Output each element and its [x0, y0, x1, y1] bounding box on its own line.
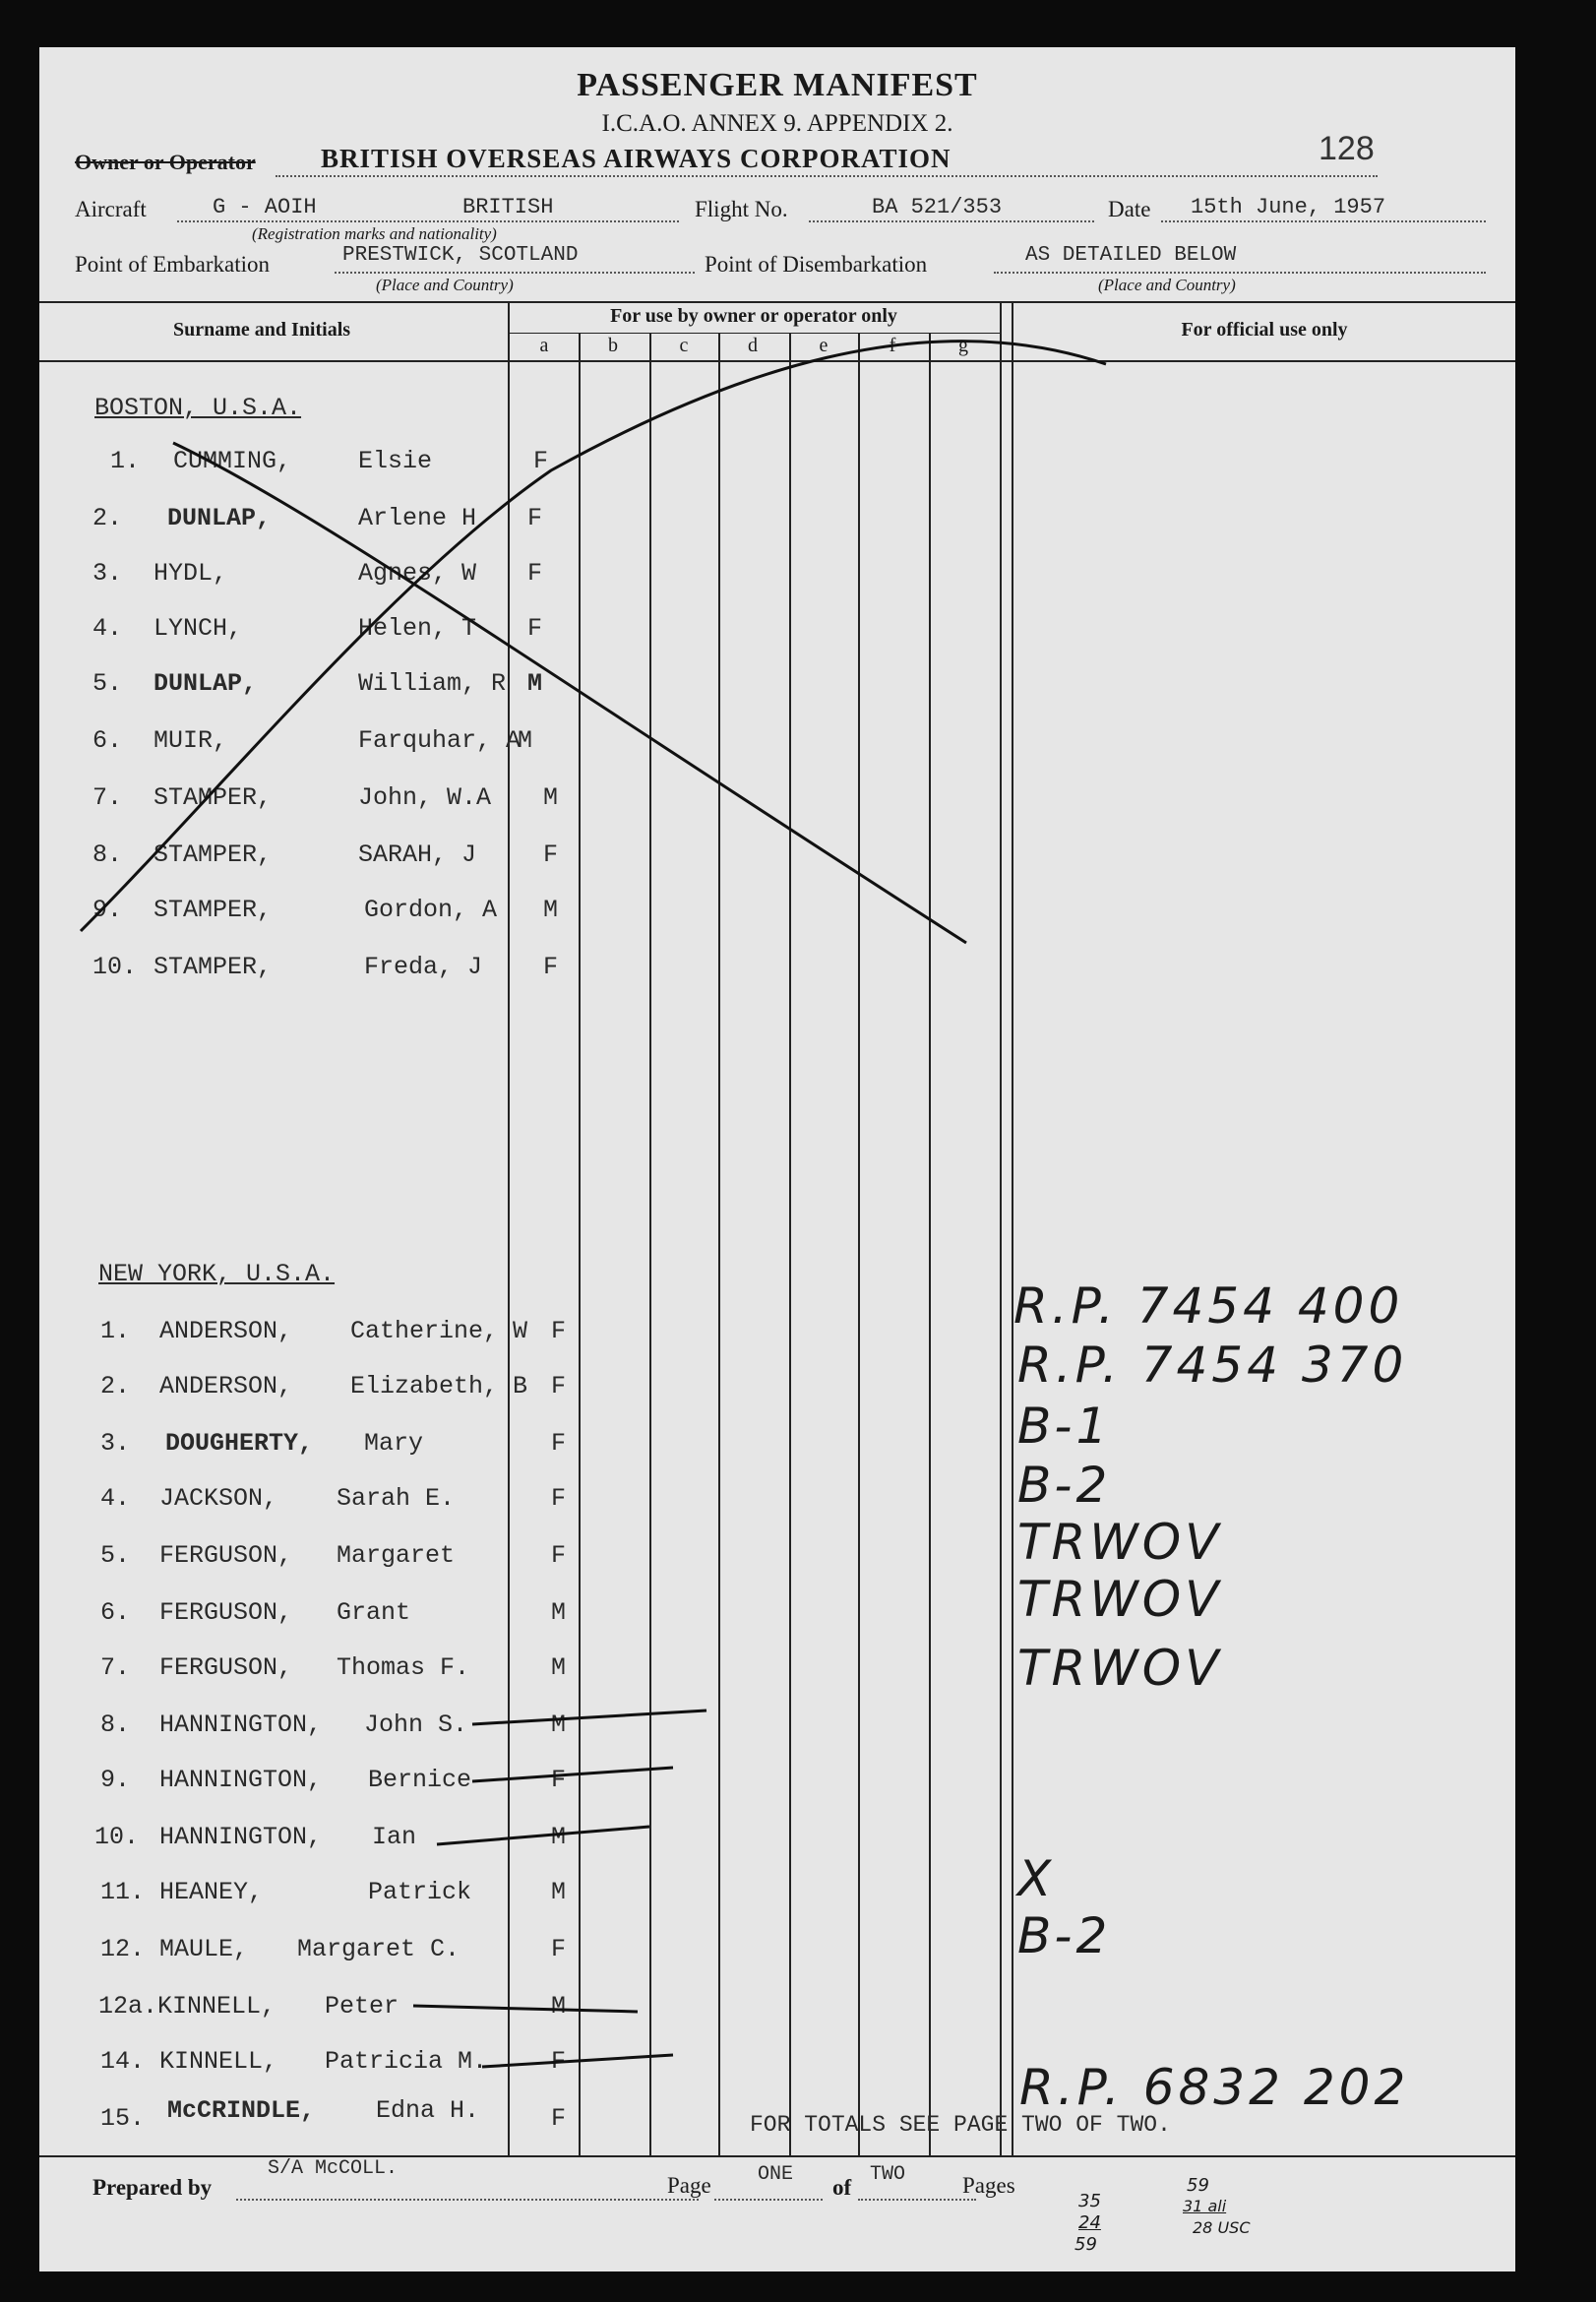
- of-label: of: [832, 2175, 852, 2200]
- official-note: B-2: [1017, 1907, 1112, 1964]
- passenger-surname: ANDERSON,: [159, 1317, 293, 1345]
- passenger-given-name: Margaret: [337, 1541, 456, 1570]
- tally-value: 28 USC: [1193, 2218, 1251, 2237]
- flight-value: BA 521/353: [872, 195, 1003, 219]
- passenger-surname: DUNLAP,: [153, 669, 258, 698]
- strike-line: [472, 1768, 673, 1781]
- passenger-given-name: Ian: [372, 1823, 417, 1851]
- row-number: 4.: [100, 1484, 131, 1513]
- date-dotted-line: [1161, 220, 1486, 222]
- passenger-surname: DUNLAP,: [167, 504, 272, 532]
- passenger-given-name: Elsie: [358, 447, 433, 475]
- col-rule: [1000, 301, 1002, 2155]
- passenger-sex: F: [551, 1484, 567, 1513]
- row-number: 8.: [100, 1711, 131, 1739]
- passenger-surname: LYNCH,: [153, 614, 243, 643]
- row-number: 1.: [100, 1317, 131, 1345]
- embark-value: PRESTWICK, SCOTLAND: [342, 244, 579, 267]
- official-note: B-2: [1017, 1457, 1112, 1514]
- passenger-given-name: Thomas F.: [337, 1653, 470, 1682]
- flight-dotted-line: [809, 220, 1094, 222]
- owner-label: Owner or Operator: [75, 150, 256, 174]
- passenger-given-name: Peter: [325, 1992, 399, 2021]
- disembark-caption: (Place and Country): [1098, 276, 1236, 294]
- cancel-stroke: [173, 443, 966, 943]
- official-use-header: For official use only: [1181, 319, 1348, 341]
- col-rule: [508, 301, 510, 2155]
- passenger-sex: F: [527, 614, 543, 643]
- row-number: 2.: [100, 1372, 131, 1400]
- passenger-given-name: Sarah E.: [337, 1484, 456, 1513]
- passenger-given-name: Farquhar, A: [358, 726, 522, 755]
- row-number: 1.: [110, 447, 141, 475]
- aircraft-value: G - AOIH: [213, 195, 317, 219]
- destination-heading: BOSTON, U.S.A.: [94, 394, 302, 422]
- official-note: R.P. 7454 400: [1013, 1277, 1404, 1335]
- date-label: Date: [1108, 197, 1151, 221]
- passenger-surname: DOUGHERTY,: [165, 1429, 314, 1458]
- row-number: 9.: [100, 1766, 131, 1794]
- passenger-sex: F: [551, 1935, 567, 1963]
- passenger-surname: STAMPER,: [153, 953, 273, 981]
- official-note: X: [1017, 1850, 1056, 1907]
- col-head-d: d: [748, 335, 758, 356]
- strike-line: [482, 2055, 673, 2067]
- row-number: 3.: [92, 559, 123, 588]
- owner-use-header: For use by owner or operator only: [610, 305, 897, 327]
- passenger-surname: HEANEY,: [159, 1878, 264, 1906]
- passenger-given-name: Mary: [364, 1429, 424, 1458]
- date-value: 15th June, 1957: [1191, 195, 1386, 219]
- official-note: TRWOV: [1017, 1514, 1223, 1571]
- passenger-sex: M: [527, 669, 543, 698]
- table-top-rule: [39, 301, 1515, 303]
- destination-heading: NEW YORK, U.S.A.: [98, 1260, 336, 1288]
- passenger-surname: JACKSON,: [159, 1484, 278, 1513]
- owner-value: BRITISH OVERSEAS AIRWAYS CORPORATION: [321, 144, 951, 173]
- col-rule: [929, 333, 931, 2155]
- passenger-given-name: William, R: [358, 669, 507, 698]
- tally-value: 24: [1078, 2212, 1101, 2233]
- passenger-sex: F: [527, 559, 543, 588]
- prepared-by-value: S/A McCOLL.: [268, 2157, 399, 2180]
- pen-marks: [39, 47, 1515, 2271]
- tally-value: 59: [1187, 2175, 1209, 2196]
- passenger-surname: ANDERSON,: [159, 1372, 293, 1400]
- owner-dotted-line: [276, 175, 1378, 177]
- manifest-title: PASSENGER MANIFEST: [577, 67, 978, 103]
- passenger-given-name: Helen, T: [358, 614, 477, 643]
- table-header-rule: [39, 360, 1515, 362]
- embark-label: Point of Embarkation: [75, 252, 271, 277]
- row-number: 9.: [92, 896, 123, 924]
- row-number: 2.: [92, 504, 123, 532]
- passenger-surname: FERGUSON,: [159, 1598, 293, 1627]
- passenger-surname: MAULE,: [159, 1935, 249, 1963]
- col-head-f: f: [889, 335, 896, 356]
- passenger-sex: M: [551, 1823, 567, 1851]
- col-head-g: g: [958, 335, 968, 356]
- col-rule: [718, 333, 720, 2155]
- row-number: 10.: [92, 953, 138, 981]
- col-rule: [649, 333, 651, 2155]
- passenger-sex: F: [551, 1766, 567, 1794]
- flight-label: Flight No.: [695, 197, 788, 221]
- col-head-e: e: [819, 335, 829, 356]
- passenger-surname: HANNINGTON,: [159, 1766, 323, 1794]
- passenger-given-name: Freda, J: [364, 953, 483, 981]
- passenger-sex: M: [543, 783, 559, 812]
- row-number: 12a.: [98, 1992, 158, 2021]
- passenger-given-name: Arlene H: [358, 504, 477, 532]
- passenger-surname: MUIR,: [153, 726, 228, 755]
- of-value: TWO: [870, 2163, 906, 2186]
- passenger-surname: HANNINGTON,: [159, 1823, 323, 1851]
- table-bottom-rule: [39, 2155, 1515, 2157]
- page-value: ONE: [758, 2163, 794, 2186]
- disembark-value: AS DETAILED BELOW: [1025, 244, 1237, 267]
- passenger-given-name: Gordon, A: [364, 896, 498, 924]
- passenger-surname: McCRINDLE,: [167, 2096, 316, 2125]
- strike-line: [413, 2006, 638, 2012]
- aircraft-label: Aircraft: [75, 197, 147, 221]
- passenger-surname: KINNELL,: [159, 2047, 278, 2076]
- col-rule: [789, 333, 791, 2155]
- disembark-label: Point of Disembarkation: [705, 252, 928, 277]
- passenger-sex: F: [533, 447, 549, 475]
- passenger-given-name: Grant: [337, 1598, 411, 1627]
- page-number: 128: [1319, 130, 1375, 167]
- row-number: 14.: [100, 2047, 146, 2076]
- page-label: Page: [667, 2173, 711, 2198]
- passenger-surname: FERGUSON,: [159, 1541, 293, 1570]
- official-note: R.P. 7454 370: [1017, 1337, 1408, 1394]
- prepared-by-label: Prepared by: [92, 2175, 213, 2200]
- pages-label: Pages: [962, 2173, 1015, 2198]
- col-head-b: b: [608, 335, 618, 356]
- passenger-given-name: Patrick: [368, 1878, 472, 1906]
- passenger-surname: CUMMING,: [173, 447, 292, 475]
- passenger-given-name: SARAH, J: [358, 840, 477, 869]
- surname-header: Surname and Initials: [173, 319, 351, 341]
- tally-value: 59: [1074, 2234, 1097, 2255]
- aircraft-caption: (Registration marks and nationality): [252, 224, 497, 243]
- official-note: R.P. 6832 202: [1019, 2059, 1410, 2116]
- row-number: 8.: [92, 840, 123, 869]
- passenger-sex: F: [551, 2047, 567, 2076]
- passenger-surname: STAMPER,: [153, 783, 273, 812]
- col-head-a: a: [539, 335, 549, 356]
- manifest-subtitle: I.C.A.O. ANNEX 9. APPENDIX 2.: [601, 110, 953, 137]
- row-number: 3.: [100, 1429, 131, 1458]
- passenger-sex: M: [551, 1711, 567, 1739]
- passenger-surname: STAMPER,: [153, 840, 273, 869]
- passenger-surname: HYDL,: [153, 559, 228, 588]
- passenger-given-name: Patricia M.: [325, 2047, 488, 2076]
- passenger-given-name: Edna H.: [376, 2096, 480, 2125]
- row-number: 5.: [92, 669, 123, 698]
- page-dotted-line: [714, 2199, 823, 2201]
- passenger-given-name: Catherine, W: [350, 1317, 528, 1345]
- row-number: 12.: [100, 1935, 146, 1963]
- passenger-given-name: Agnes, W: [358, 559, 477, 588]
- row-number: 6.: [92, 726, 123, 755]
- tally-value: 35: [1078, 2191, 1101, 2211]
- passenger-given-name: Bernice: [368, 1766, 472, 1794]
- passenger-sex: F: [551, 1429, 567, 1458]
- aircraft-nationality: BRITISH: [462, 195, 554, 219]
- passenger-given-name: Elizabeth, B: [350, 1372, 528, 1400]
- passenger-given-name: Margaret C.: [297, 1935, 460, 1963]
- row-number: 6.: [100, 1598, 131, 1627]
- row-number: 5.: [100, 1541, 131, 1570]
- subheader-rule: [508, 333, 1000, 334]
- col-rule: [858, 333, 860, 2155]
- passenger-sex: M: [551, 1653, 567, 1682]
- passenger-sex: F: [551, 1372, 567, 1400]
- passenger-surname: KINNELL,: [157, 1992, 276, 2021]
- passenger-sex: F: [551, 1541, 567, 1570]
- row-number: 7.: [100, 1653, 131, 1682]
- manifest-page: [39, 47, 1515, 2271]
- passenger-sex: F: [551, 1317, 567, 1345]
- passenger-sex: M: [551, 1598, 567, 1627]
- tally-value: 31 ali: [1183, 2197, 1227, 2215]
- passenger-sex: F: [543, 953, 559, 981]
- passenger-given-name: John, W.A: [358, 783, 492, 812]
- strike-line: [437, 1827, 649, 1844]
- row-number: 7.: [92, 783, 123, 812]
- aircraft-dotted-line: [177, 220, 679, 222]
- row-number: 11.: [100, 1878, 146, 1906]
- of-dotted-line: [858, 2199, 976, 2201]
- passenger-sex: M: [543, 896, 559, 924]
- official-note: TRWOV: [1017, 1571, 1223, 1628]
- passenger-surname: STAMPER,: [153, 896, 273, 924]
- passenger-sex: M: [551, 1992, 567, 2021]
- col-rule: [579, 333, 581, 2155]
- passenger-sex: F: [527, 504, 543, 532]
- passenger-sex: M: [518, 726, 533, 755]
- col-rule: [1012, 301, 1013, 2155]
- row-number: 4.: [92, 614, 123, 643]
- totals-note: FOR TOTALS SEE PAGE TWO OF TWO.: [750, 2112, 1171, 2138]
- passenger-sex: F: [551, 2104, 567, 2133]
- disembark-dotted-line: [994, 272, 1486, 274]
- passenger-given-name: John S.: [364, 1711, 468, 1739]
- passenger-surname: FERGUSON,: [159, 1653, 293, 1682]
- prepared-dotted-line: [236, 2199, 699, 2201]
- col-head-c: c: [679, 335, 689, 356]
- row-number: 15.: [100, 2104, 146, 2133]
- passenger-sex: M: [551, 1878, 567, 1906]
- official-note: TRWOV: [1017, 1640, 1223, 1697]
- passenger-sex: F: [543, 840, 559, 869]
- passenger-surname: HANNINGTON,: [159, 1711, 323, 1739]
- embark-caption: (Place and Country): [376, 276, 514, 294]
- row-number: 10.: [94, 1823, 140, 1851]
- embark-dotted-line: [335, 272, 695, 274]
- official-note: B-1: [1017, 1398, 1112, 1455]
